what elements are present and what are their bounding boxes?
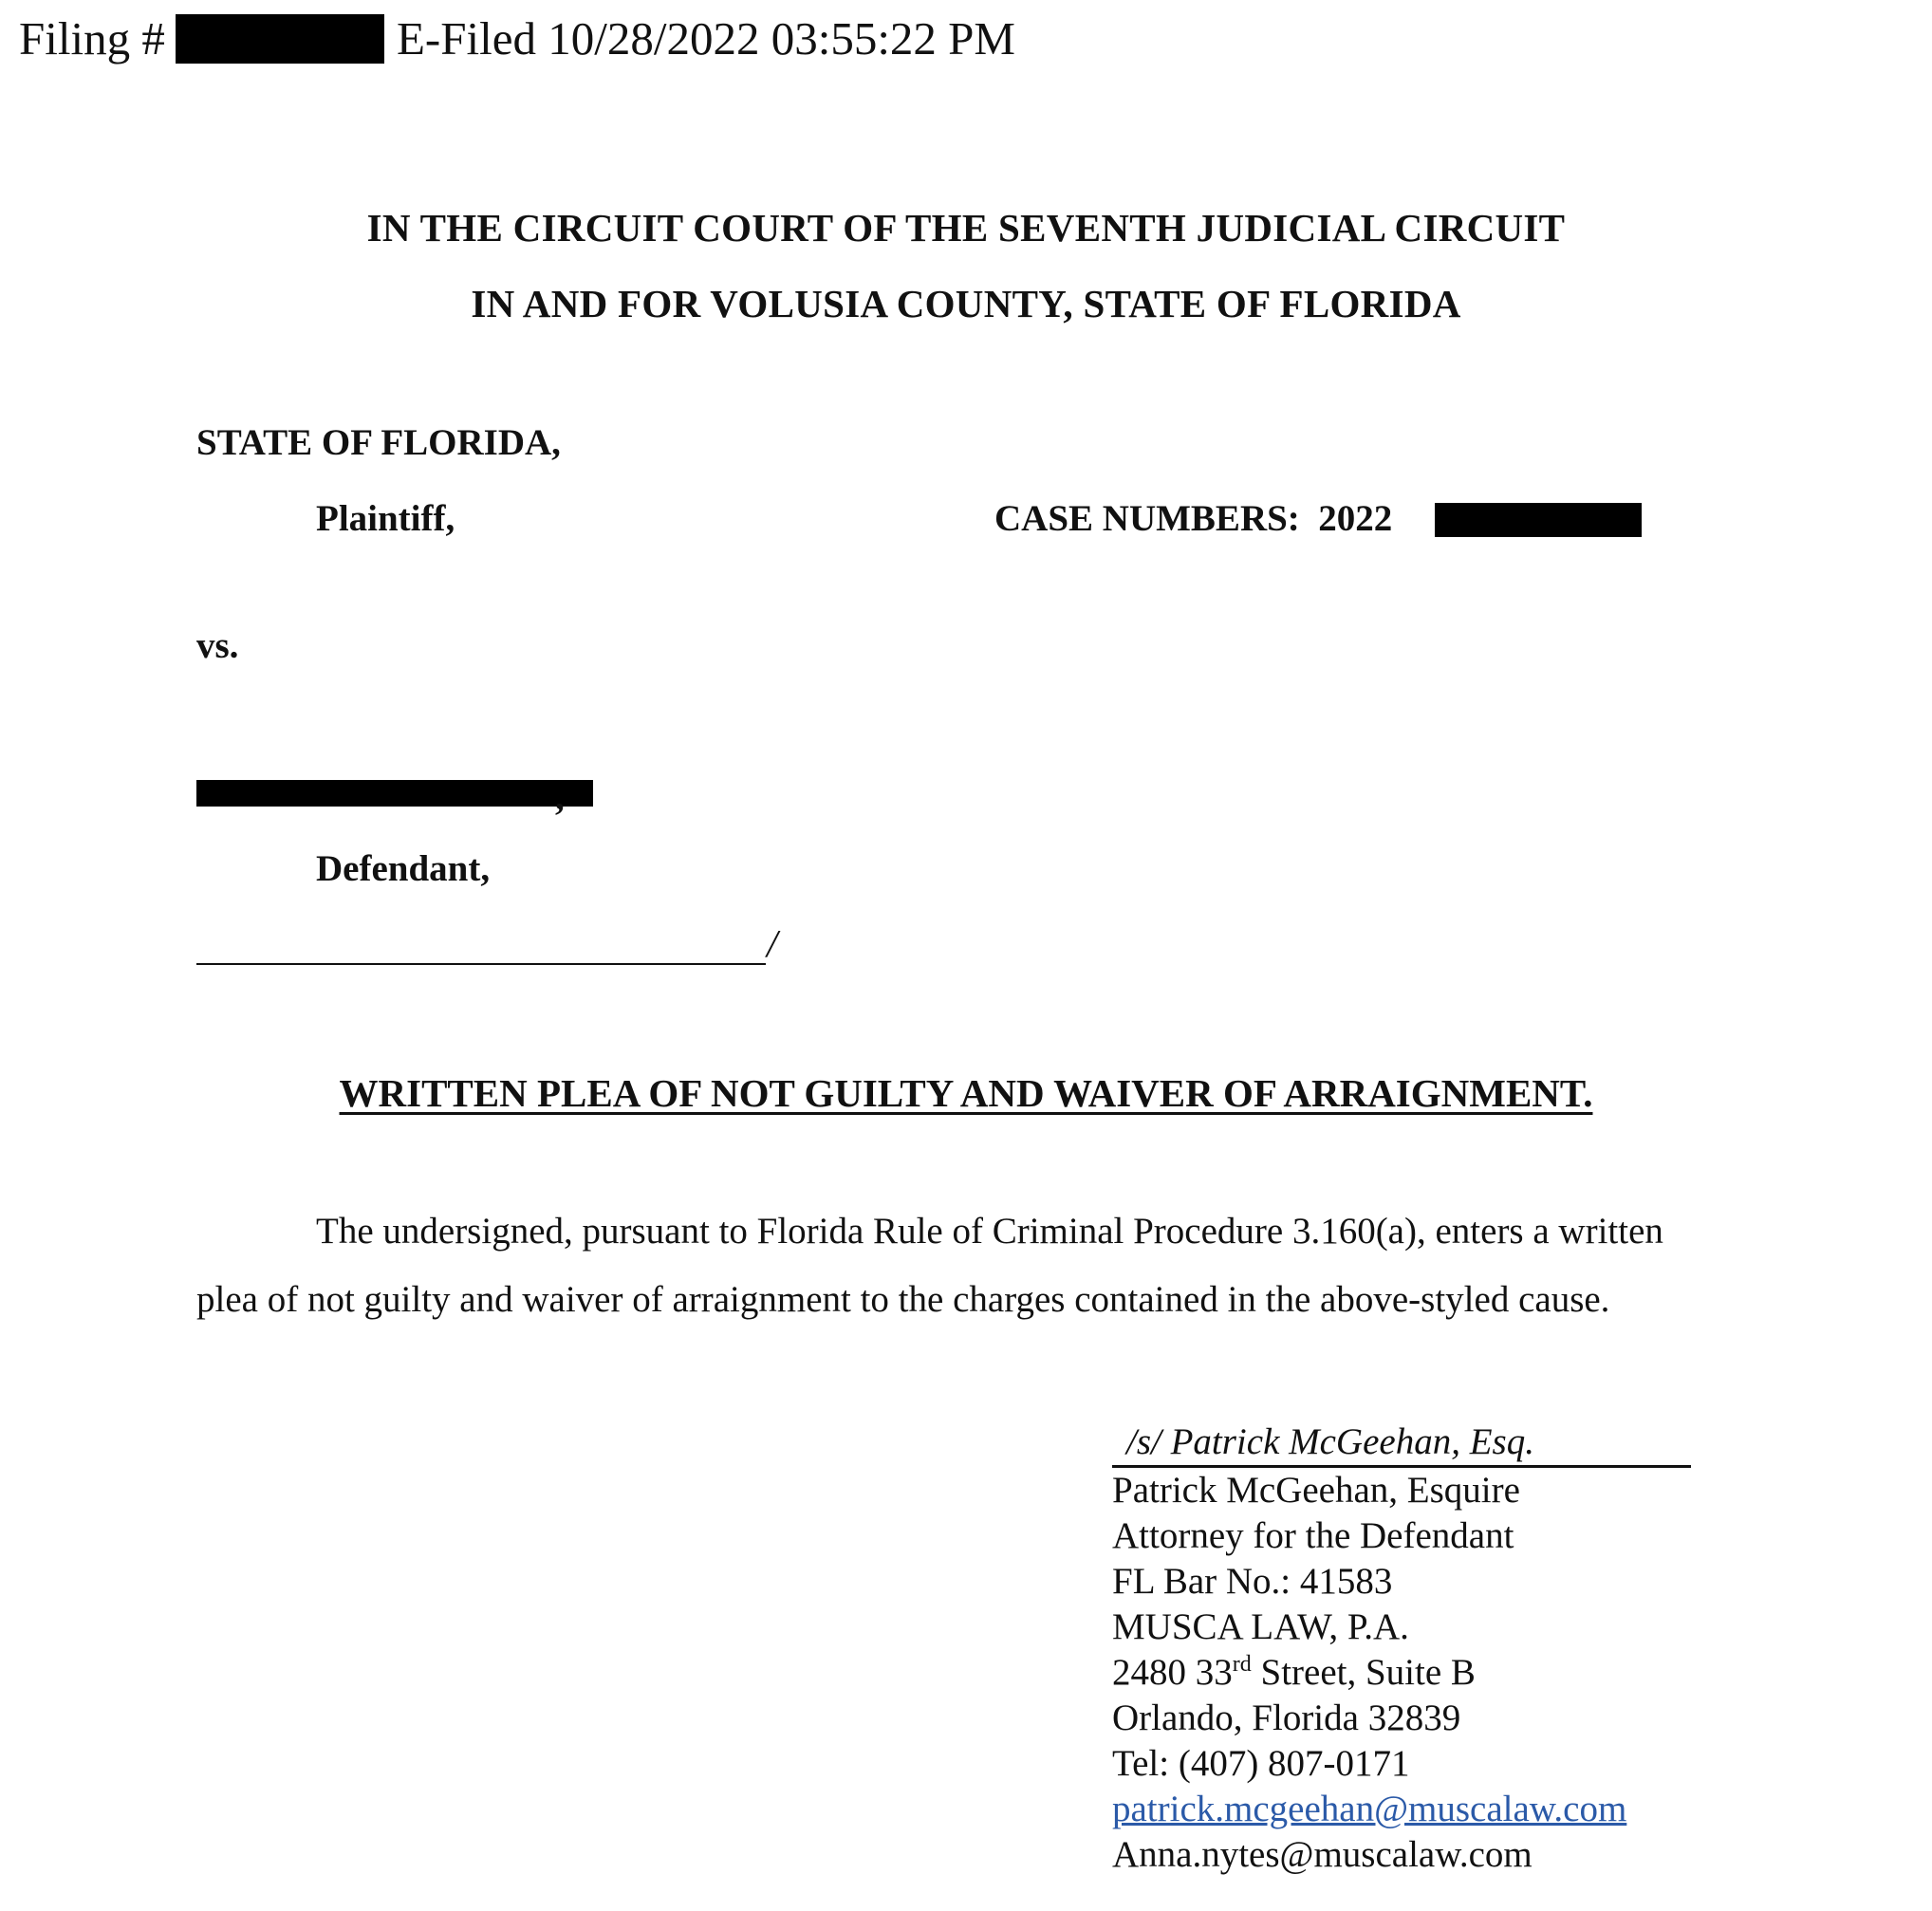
document-title-text: WRITTEN PLEA OF NOT GUILTY AND WAIVER OF ARRAIGNMENT. <box>339 1071 1593 1115</box>
court-line-1: IN THE CIRCUIT COURT OF THE SEVENTH JUDICIAL CIRCUIT <box>366 206 1566 250</box>
defendant-name-comma: , <box>555 777 565 818</box>
caption-closing-rule <box>196 963 766 965</box>
street-rest: Street, Suite B <box>1251 1652 1476 1693</box>
email-secondary: Anna.nytes@muscalaw.com <box>1112 1834 1533 1875</box>
attorney-role: Attorney for the Defendant <box>1112 1515 1514 1556</box>
plaintiff-name: STATE OF FLORIDA, <box>196 422 561 463</box>
attorney-name: Patrick McGeehan, Esquire <box>1112 1470 1520 1511</box>
email-link-primary[interactable]: patrick.mcgeehan@muscalaw.com <box>1112 1789 1627 1829</box>
plaintiff-role: Plaintiff, <box>316 498 455 539</box>
street-ordinal: rd <box>1232 1652 1252 1677</box>
electronic-signature: /s/ Patrick McGeehan, Esq. <box>1112 1419 1691 1468</box>
redacted-case-number <box>1435 503 1642 537</box>
street-number: 2480 33 <box>1112 1652 1233 1693</box>
efiled-timestamp: E-Filed 10/28/2022 03:55:22 PM <box>397 12 1016 65</box>
court-header <box>0 190 1932 342</box>
telephone: Tel: (407) 807-0171 <box>1112 1743 1410 1784</box>
filing-header <box>19 11 165 65</box>
body-paragraph <box>196 1197 1734 1334</box>
caption-slash: / <box>767 921 778 965</box>
case-number-prefix: 2022 <box>1318 498 1393 539</box>
signature-block <box>1112 1419 1691 1878</box>
city-state-zip: Orlando, Florida 32839 <box>1112 1698 1461 1738</box>
filing-label: Filing # <box>19 12 165 65</box>
body-paragraph-text: The undersigned, pursuant to Florida Rule of Criminal Procedure 3.160(a), enters a written plea of not guilty and waiver of arraignment to the charges contained in the above-styled cause. <box>196 1211 1663 1320</box>
defendant-role: Defendant, <box>316 848 491 889</box>
document-title <box>0 1070 1932 1116</box>
redacted-filing-number <box>176 14 384 64</box>
firm-name: MUSCA LAW, P.A. <box>1112 1606 1409 1647</box>
court-line-2: IN AND FOR VOLUSIA COUNTY, STATE OF FLORIDA <box>471 282 1461 325</box>
redacted-defendant-name <box>196 780 593 807</box>
bar-number: FL Bar No.: 41583 <box>1112 1561 1393 1602</box>
versus-text: vs. <box>196 625 239 666</box>
case-number-label: CASE NUMBERS: <box>994 498 1300 539</box>
street-address <box>1112 1650 1691 1696</box>
